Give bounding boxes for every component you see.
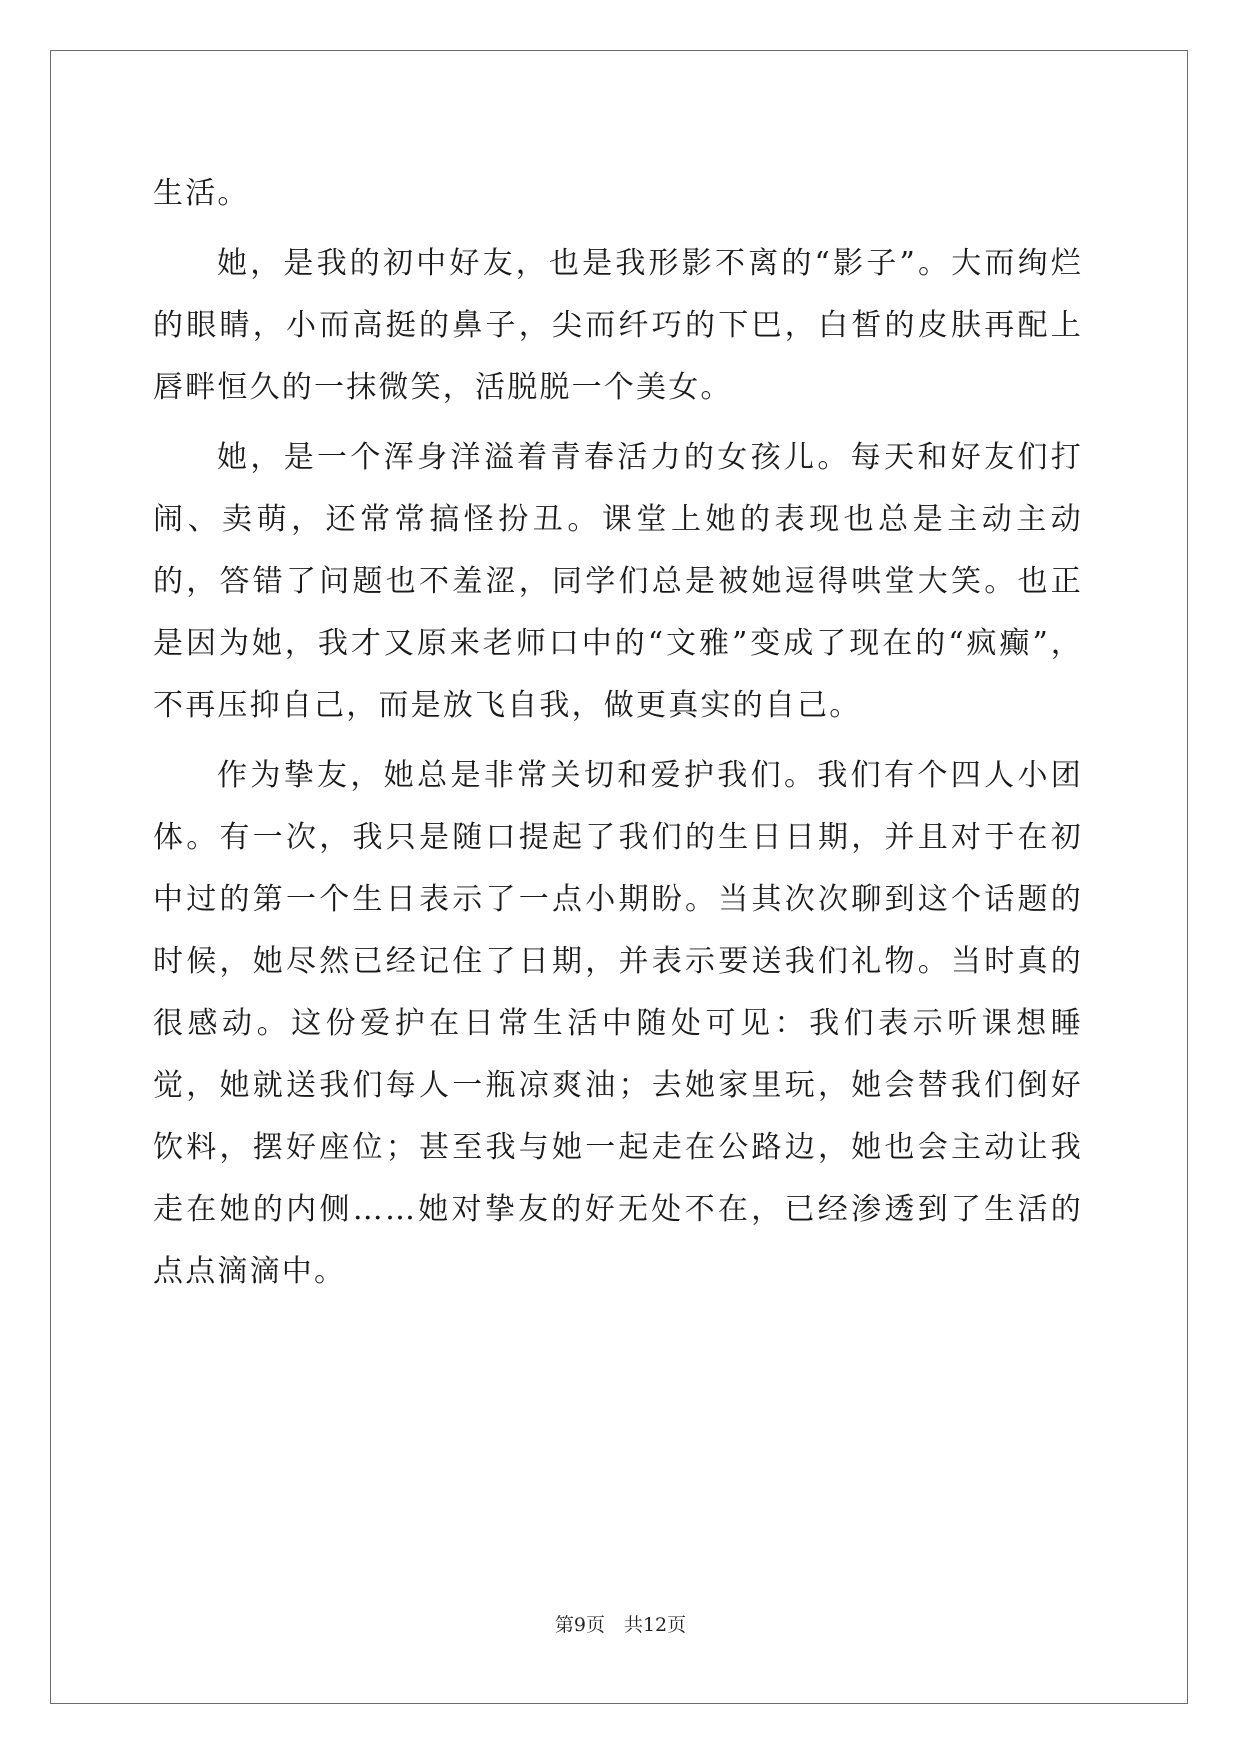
paragraph-friend-personality: 她，是一个浑身洋溢着青春活力的女孩儿。每天和好友们打闹、卖萌，还常常搞怪扮丑。课堂上她的表现也总是主动主动的，答错了问题也不羞涩，同学们总是被她逗得哄堂大笑。也正是因为她，我才又原来老师口中的“文雅”变成了现在的“疯癫”，不再压抑自己，而是放飞自我，做更真实的自己。 (153, 440, 1083, 723)
document-body (153, 163, 1083, 1311)
paragraph-friend-appearance: 她，是我的初中好友，也是我形影不离的“影子”。大而绚烂的眼睛，小而高挺的鼻子，尖而纤巧的下巴，白皙的皮肤再配上唇畔恒久的一抹微笑，活脱脱一个美女。 (153, 246, 1083, 405)
paragraph-continuation: 生活。 (153, 176, 250, 211)
page-number: 第9页 共12页 (554, 1614, 687, 1636)
paragraph-friend-care: 作为挚友，她总是非常关切和爱护我们。我们有个四人小团体。有一次，我只是随口提起了我们的生日日期，并且对于在初中过的第一个生日表示了一点小期盼。当其次次聊到这个话题的时候，她尽然已经记住了日期，并表示要送我们礼物。当时真的很感动。这份爱护在日常生活中随处可见：我们表示听课想睡觉，她就送我们每人一瓶凉爽油；去她家里玩，她会替我们倒好饮料，摆好座位；甚至我与她一起走在公路边，她也会主动让我走在她的内侧……她对挚友的好无处不在，已经渗透到了生活的点点滴滴中。 (153, 758, 1083, 1289)
